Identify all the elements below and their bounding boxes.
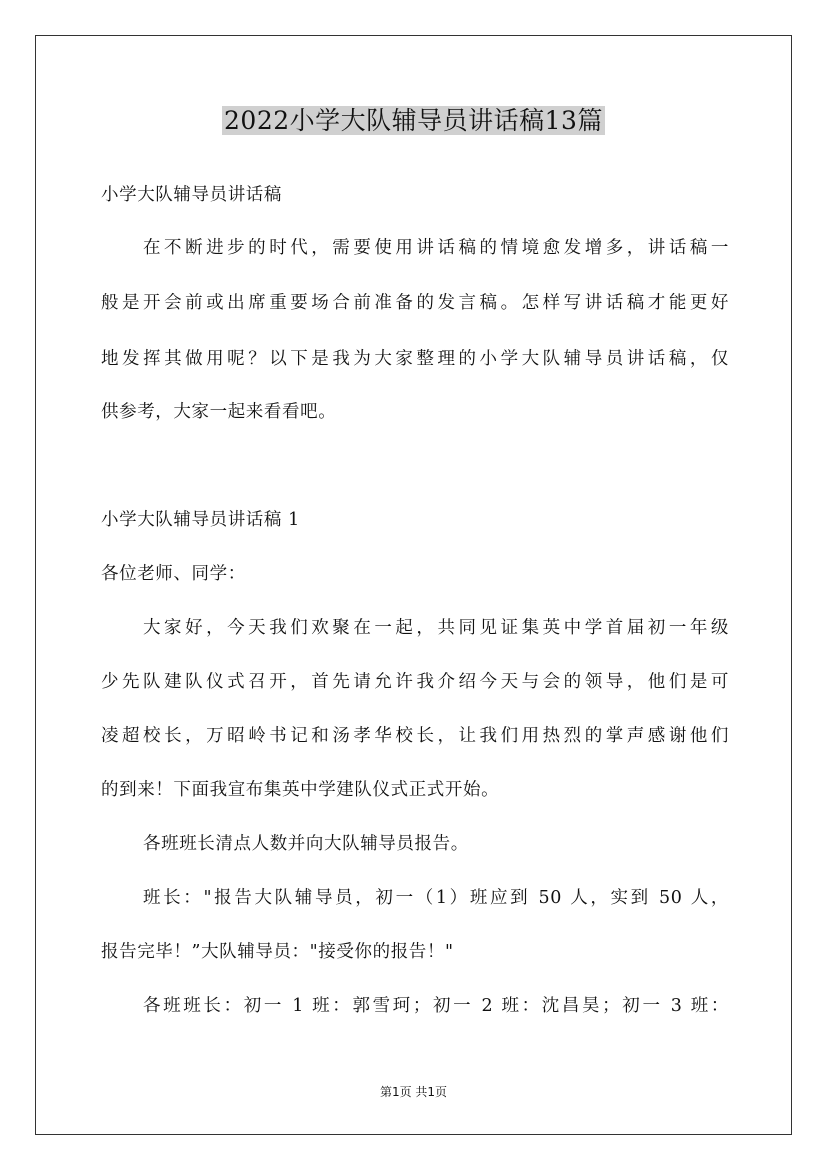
document-title-text: 2022小学大队辅导员讲话稿13篇 [224,106,603,135]
paragraph-line: 少先队建队仪式召开，首先请允许我介绍今天与会的领导，他们是可 [101,672,729,692]
paragraph-line: 般是开会前或出席重要场合前准备的发言稿。怎样写讲话稿才能更好 [101,293,729,313]
paragraph-line: 凌超校长，万昭岭书记和汤孝华校长，让我们用热烈的掌声感谢他们 [101,726,729,746]
section-heading-intro: 小学大队辅导员讲话稿 [101,185,282,205]
paragraph-line: 供参考，大家一起来看看吧。 [101,402,337,422]
paragraph-line: 地发挥其做用呢？以下是我为大家整理的小学大队辅导员讲话稿，仅 [101,349,729,369]
salutation: 各位老师、同学： [101,564,246,584]
paragraph-line: 大家好，今天我们欢聚在一起，共同见证集英中学首届初一年级 [143,618,729,638]
paragraph-line: 班长："报告大队辅导员，初一（1）班应到 50 人，实到 50 人， [143,888,729,908]
paragraph-line: 在不断进步的时代，需要使用讲话稿的情境愈发增多，讲话稿一 [143,238,729,258]
paragraph-line: 报告完毕！”大队辅导员："接受你的报告！" [101,942,454,962]
section-heading-speech-1: 小学大队辅导员讲话稿 1 [101,510,300,530]
paragraph-line: 各班班长：初一 1 班：郭雪珂；初一 2 班：沈昌昊；初一 3 班： [143,996,729,1016]
page-number-footer: 第1页 共1页 [379,1085,448,1099]
paragraph-line: 各班班长清点人数并向大队辅导员报告。 [143,834,469,854]
document-title [0,100,827,142]
paragraph-line: 的到来！下面我宣布集英中学建队仪式正式开始。 [101,780,500,800]
